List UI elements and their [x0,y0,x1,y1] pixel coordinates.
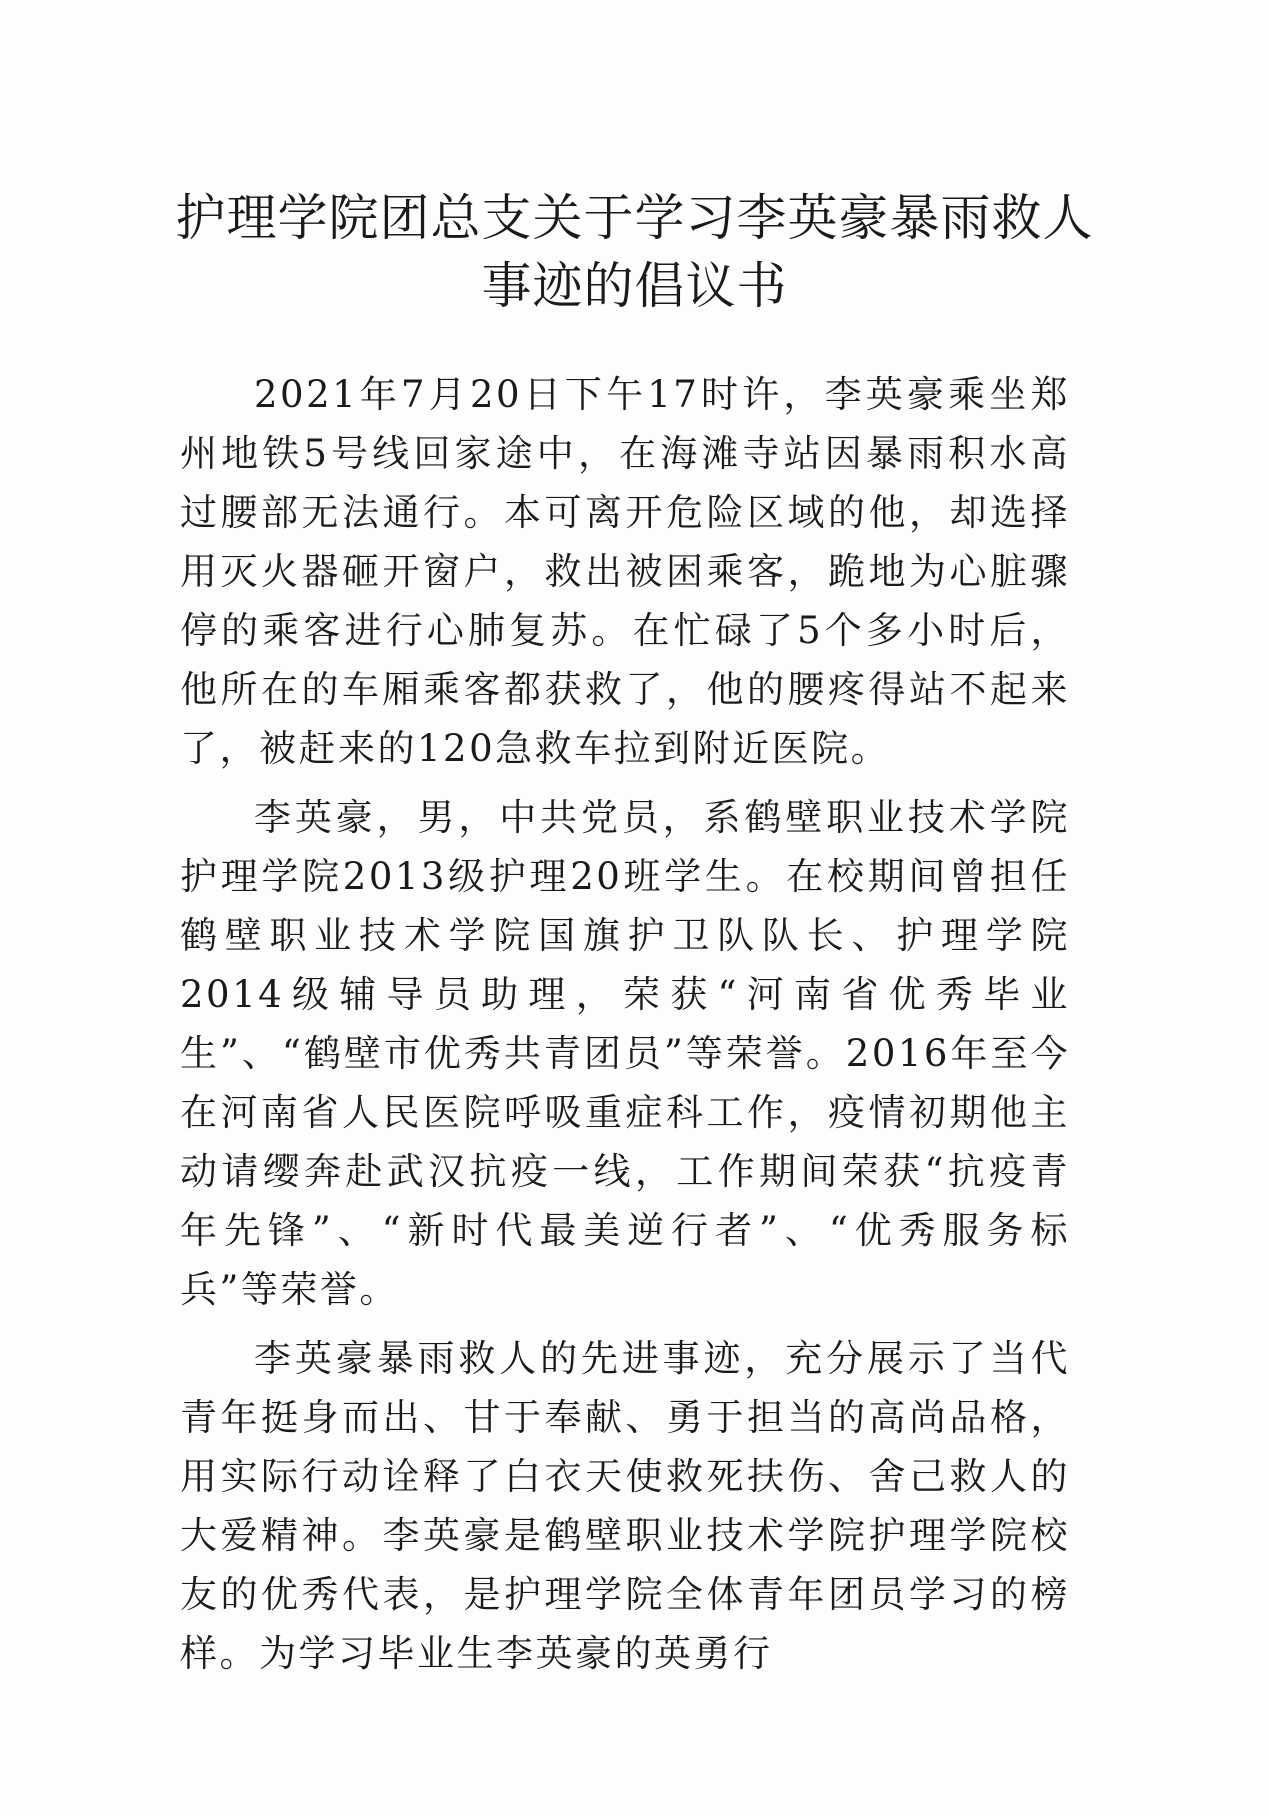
paragraph-1: 2021年7月20日下午17时许，李英豪乘坐郑州地铁5号线回家途中，在海滩寺站因暴雨积水高过腰部无法通行。本可离开危险区域的他，却选择用灭火器砸开窗户，救出被困乘客，跪地为心脏骤停的乘客进行心肺复苏。在忙碌了5个多小时后，他所在的车厢乘客都获救了，他的腰疼得站不起来了，被赶来的120急救车拉到附近医院。 [180,373,1070,770]
document-title [150,184,1119,320]
paragraph-3: 李英豪暴雨救人的先进事迹，充分展示了当代青年挺身而出、甘于奉献、勇于担当的高尚品格，用实际行动诠释了白衣天使救死扶伤、舍己救人的大爱精神。李英豪是鹤壁职业技术学院护理学院校友的优秀代表，是护理学院全体青年团员学习的榜样。为学习毕业生李英豪的英勇行 [180,1337,1070,1675]
title-line-1: 护理学院团总支关于学习李英豪暴雨救人 [175,188,1094,247]
document-body [180,365,1070,1693]
title-line-2: 事迹的倡议书 [481,256,788,315]
paragraph-2: 李英豪，男，中共党员，系鹤壁职业技术学院护理学院2013级护理20班学生。在校期间曾担任鹤壁职业技术学院国旗护卫队队长、护理学院2014级辅导员助理，荣获“河南省优秀毕业生”、“鹤壁市优秀共青团员”等荣誉。2016年至今在河南省人民医院呼吸重症科工作，疫情初期他主动请缨奔赴武汉抗疫一线，工作期间荣获“抗疫青年先锋”、“新时代最美逆行者”、“优秀服务标兵”等荣誉。 [180,796,1070,1311]
